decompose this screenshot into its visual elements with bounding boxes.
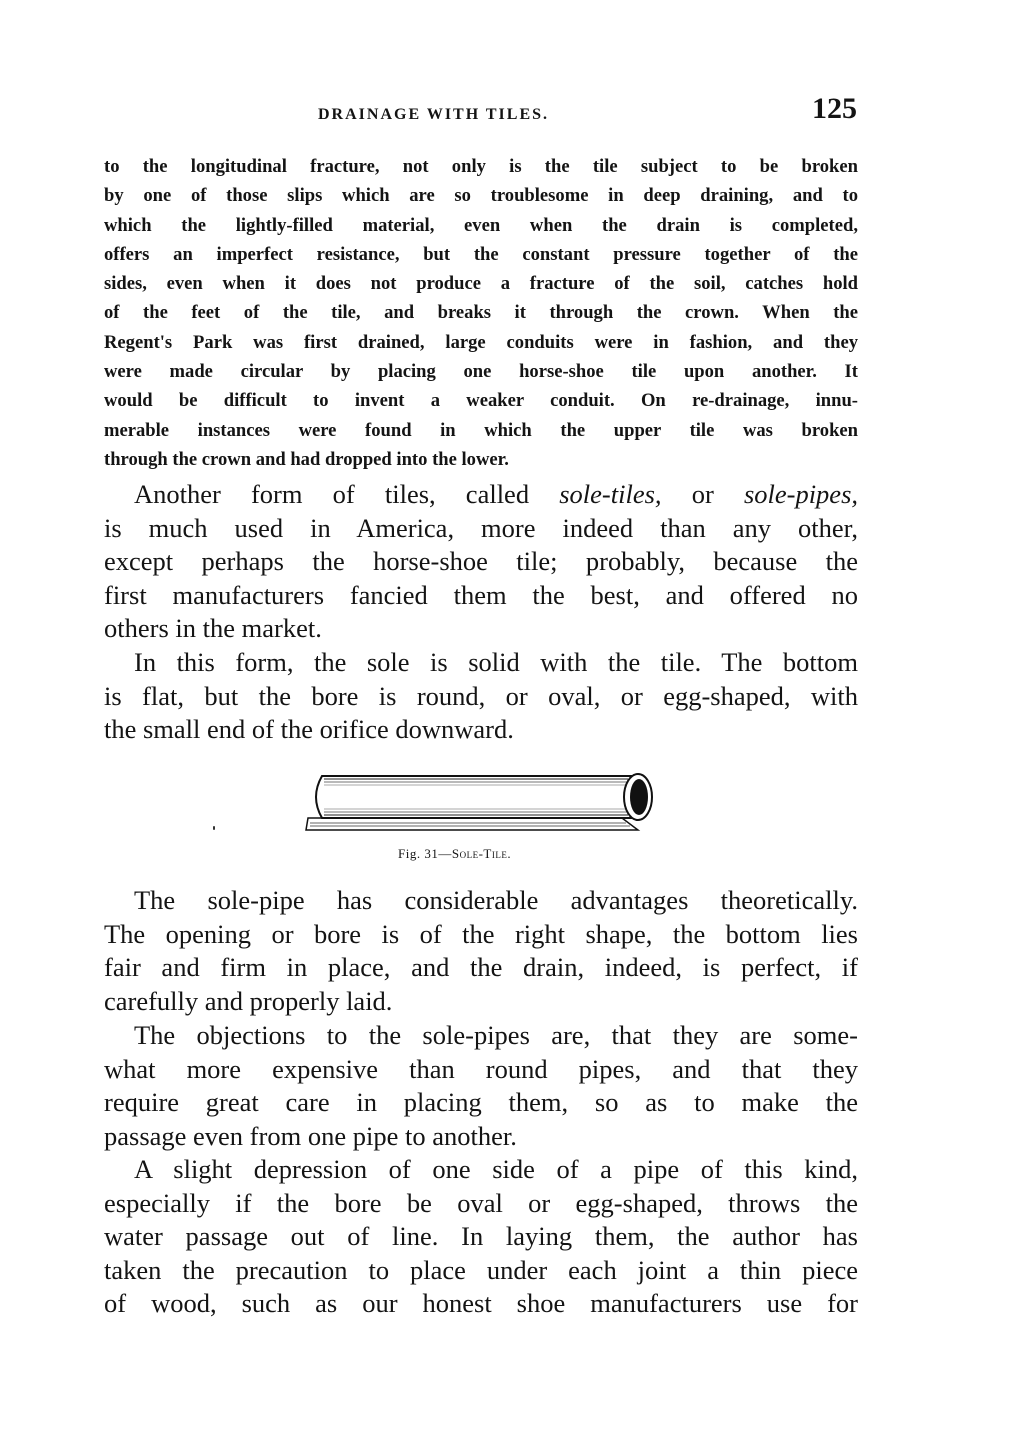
quote-line: merable instances were found in which the upper tile was broken: [104, 419, 858, 441]
paragraph-line: of wood, such as our honest shoe manufacturers use for: [104, 1288, 858, 1318]
caption-title: Sole-Tile.: [451, 846, 512, 861]
quote-line: through the crown and had dropped into the lower.: [104, 448, 509, 470]
term-sole-pipes: sole-pipes,: [743, 479, 859, 509]
paragraph-line: In this form, the sole is solid with the tile. The bottom: [134, 647, 858, 677]
caption-prefix: Fig. 31—: [398, 846, 452, 861]
paragraph-line: first manufacturers fancied them the best, and offered no: [104, 579, 858, 610]
paragraph-line: passage even from one pipe to another.: [104, 1120, 517, 1151]
quoted-passage: [104, 152, 858, 474]
quote-line: sides, even when it does not produce a fracture of the soil, catches hold: [104, 273, 858, 295]
paragraph-line: The sole-pipe has considerable advantages theoretically.: [134, 885, 858, 915]
quote-line: to the longitudinal fracture, not only is the tile subject to be broken: [104, 156, 858, 177]
paragraph-line: [104, 478, 858, 512]
paragraph-line: the small end of the orifice downward.: [104, 714, 514, 744]
text-run: Another form of tiles, called: [134, 479, 530, 509]
paragraph-line: require great care in placing them, so as to make the: [104, 1087, 858, 1117]
text-run: or: [691, 479, 714, 509]
quote-line: which the lightly-filled material, even when the drain is completed,: [104, 214, 858, 236]
paragraph-line: The opening or bore is of the right shape, the bottom lies: [104, 918, 858, 949]
sole-tile-figure: [300, 768, 660, 838]
running-head: [0, 90, 1030, 130]
quote-line: would be difficult to invent a weaker conduit. On re-drainage, innu-: [104, 390, 858, 412]
figure-caption: [398, 846, 511, 862]
quote-line: were made circular by placing one horse-shoe tile upon another. It: [104, 361, 858, 383]
paragraph-form: [104, 646, 858, 747]
paragraph-line: taken the precaution to place under each joint a thin piece: [104, 1254, 858, 1285]
paragraph-line: fair and firm in place, and the drain, indeed, is perfect, if: [104, 952, 858, 982]
running-title: DRAINAGE WITH TILES.: [318, 106, 550, 123]
paragraph-line: others in the market.: [104, 613, 322, 643]
sole-tile-drawing: [306, 774, 652, 830]
paragraph-line: except perhaps the horse-shoe tile; probably, because the: [104, 546, 858, 576]
paragraph-line: what more expensive than round pipes, and that they: [104, 1053, 858, 1084]
paragraph-sole-tiles: [104, 478, 858, 646]
page-number: 125: [812, 92, 857, 125]
paragraph-line: The objections to the sole-pipes are, that they are some-: [134, 1020, 858, 1050]
paragraph-line: is flat, but the bore is round, or oval, or egg-shaped, with: [104, 680, 858, 711]
term-sole-tiles: sole-tiles,: [559, 479, 662, 509]
paragraph-depression: [104, 1153, 858, 1321]
paragraph-line: water passage out of line. In laying them, the author has: [104, 1221, 858, 1251]
quote-line: offers an imperfect resistance, but the constant pressure together of the: [104, 243, 858, 265]
paragraph-objections: [104, 1019, 858, 1153]
print-speck: [213, 826, 215, 830]
paragraph-line: especially if the bore be oval or egg-shaped, throws the: [104, 1187, 858, 1218]
paragraph-line: carefully and properly laid.: [104, 985, 393, 1016]
paragraph-advantages: [104, 884, 858, 1018]
quote-line: of the feet of the tile, and breaks it through the crown. When the: [104, 302, 858, 324]
paragraph-line: is much used in America, more indeed than any other,: [104, 512, 858, 543]
quote-line: Regent's Park was first drained, large conduits were in fashion, and they: [104, 331, 858, 353]
paragraph-line: A slight depression of one side of a pipe of this kind,: [134, 1154, 858, 1184]
quote-line: by one of those slips which are so troublesome in deep draining, and to: [104, 185, 858, 207]
